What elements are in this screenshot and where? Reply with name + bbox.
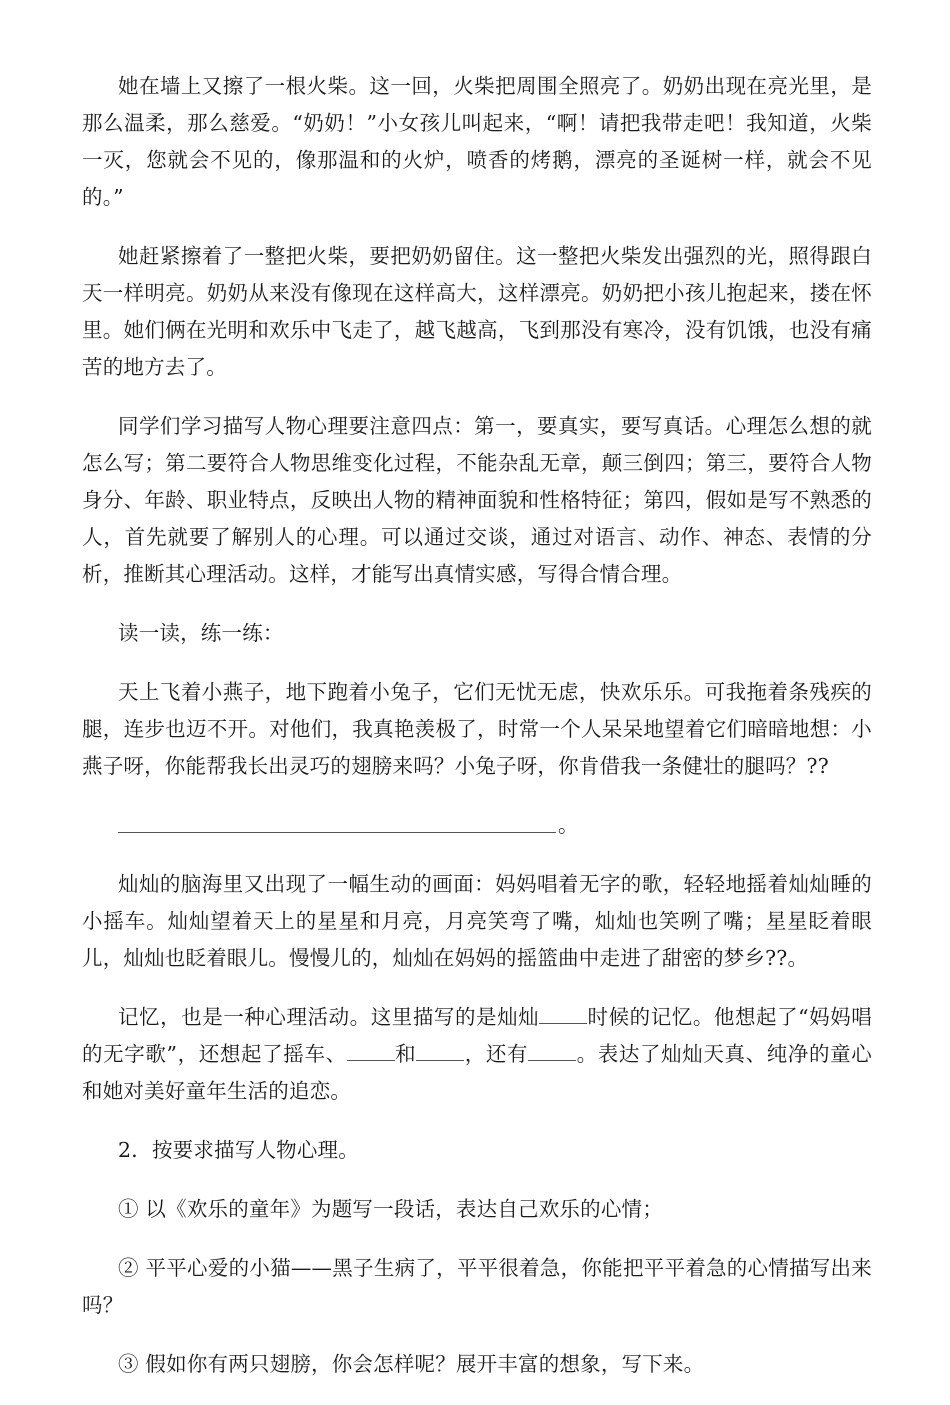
- question-2-heading: 2．按要求描写人物心理。: [118, 1138, 359, 1162]
- document-page: [82, 68, 872, 1405]
- fill-text-e: 。表达了灿灿天真、纯净的童心和她对美好童年生活的追恋。: [82, 1042, 872, 1103]
- section-heading-practice: 读一读，练一练：: [118, 621, 284, 645]
- question-item-1: ① 以《欢乐的童年》为题写一段话，表达自己欢乐的心情；: [118, 1197, 663, 1221]
- question-item-3: ③ 假如你有两只翅膀，你会怎样呢？展开丰富的想象，写下来。: [118, 1352, 705, 1376]
- fill-text-b: 时候的记忆。他想起了“妈妈唱的无字歌”，还想起了摇车、: [82, 1005, 872, 1066]
- fill-blank-1[interactable]: [539, 1009, 587, 1024]
- question-item-2: ② 平平心爱的小猫——黑子生病了，平平很着急，你能把平平着急的心情描写出来吗？: [82, 1256, 872, 1317]
- paragraph-fly-away: 她赶紧擦着了一整把火柴，要把奶奶留住。这一整把火柴发出强烈的光，照得跟白天一样明亮。奶奶从来没有像现在这样高大，这样漂亮。奶奶把小孩儿抱起来，搂在怀里。她们俩在光明和欢乐中飞走了，越飞越高，飞到那没有寒冷，没有饥饿，也没有痛苦的地方去了。: [82, 244, 872, 379]
- fill-text-c: 和: [394, 1042, 417, 1066]
- paragraph-grandma-light: 她在墙上又擦了一根火柴。这一回，火柴把周围全照亮了。奶奶出现在亮光里，是那么温柔，那么慈爱。“奶奶！”小女孩儿叫起来，“啊！请把我带走吧！我知道，火柴一灭，您就会不见的，像那温和的火炉，喷香的烤鹅，漂亮的圣诞树一样，就会不见的。”: [82, 74, 872, 209]
- paragraph-cancan-dream: 灿灿的脑海里又出现了一幅生动的画面：妈妈唱着无字的歌，轻轻地摇着灿灿睡的小摇车。灿灿望着天上的星星和月亮，月亮笑弯了嘴，灿灿也笑咧了嘴；星星眨着眼儿，灿灿也眨着眼儿。慢慢儿的，灿灿在妈妈的摇篮曲中走进了甜密的梦乡??。: [82, 872, 872, 970]
- paragraph-swallow-rabbit: 天上飞着小燕子，地下跑着小兔子，它们无忧无虑，快欢乐乐。可我拖着条残疾的腿，连步也迈不开。对他们，我真艳羡极了，时常一个人呆呆地望着它们暗暗地想：小燕子呀，你能帮我长出灵巧的翅膀来吗？小兔子呀，你肯借我一条健壮的腿吗？??: [82, 680, 872, 778]
- paragraph-memory-fill-in: [82, 999, 872, 1110]
- fill-text-d: ，还有: [464, 1042, 529, 1066]
- fill-blank-3[interactable]: [416, 1046, 464, 1061]
- answer-blank-line: [82, 807, 872, 844]
- fill-blank-2[interactable]: [347, 1046, 395, 1061]
- paragraph-writing-tips: 同学们学习描写人物心理要注意四点：第一，要真实，要写真话。心理怎么想的就怎么写；第二要符合人物思维变化过程，不能杂乱无章，颠三倒四；第三，要符合人物身分、年龄、职业特点，反映出人物的精神面貌和性格特征；第四，假如是写不熟悉的人，首先就要了解别人的心理。可以通过交谈，通过对语言、动作、神态、表情的分析，推断其心理活动。这样，才能写出真情实感，写得合情合理。: [82, 414, 872, 586]
- answer-underline[interactable]: [118, 818, 556, 833]
- answer-line-end: 。: [558, 813, 579, 837]
- fill-blank-4[interactable]: [528, 1046, 576, 1061]
- fill-text-a: 记忆，也是一种心理活动。这里描写的是灿灿: [118, 1005, 540, 1029]
